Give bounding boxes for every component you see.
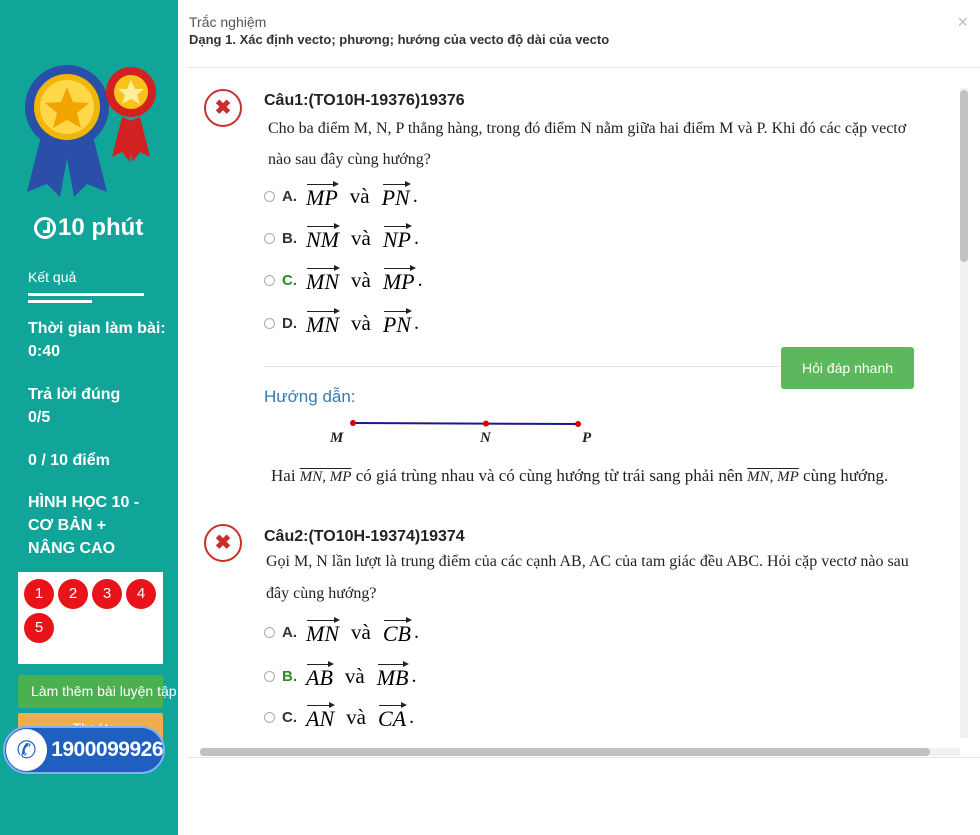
radio-button[interactable] [264, 627, 275, 638]
radio-button[interactable] [264, 233, 275, 244]
question-number-3[interactable]: 3 [92, 579, 122, 609]
result-title: Kết quả [28, 269, 77, 285]
wrong-answer-icon: ✖ [204, 524, 242, 562]
phone-icon: ✆ [6, 729, 47, 771]
hotline-number: 1900099926 [51, 738, 163, 761]
vertical-scrollbar-thumb[interactable] [960, 90, 968, 262]
explanation-text: Hai MN, MP có giá trùng nhau và có cùng hướng từ trái sang phải nên MN, MP cùng hướng. [271, 466, 889, 485]
question-number-2[interactable]: 2 [58, 579, 88, 609]
timer [34, 214, 143, 242]
medal-icon [22, 62, 162, 202]
option-c[interactable]: C. AN và CA . [264, 702, 414, 732]
score: 0 / 10 điểm [28, 452, 110, 469]
divider [28, 293, 144, 296]
line-segment-diagram [328, 418, 608, 448]
question-number-1[interactable]: 1 [24, 579, 54, 609]
close-icon[interactable]: × [957, 12, 968, 32]
option-a[interactable]: A. MN và CB . [264, 617, 419, 647]
radio-button[interactable] [264, 191, 275, 202]
modal-title: Trắc nghiệm [189, 14, 267, 30]
hotline-badge[interactable] [3, 726, 165, 774]
divider [28, 300, 92, 303]
question-title: Câu2:(TO10H-19374)19374 [264, 528, 465, 545]
option-b[interactable]: B. NM và NP . [264, 223, 419, 253]
radio-button[interactable] [264, 671, 275, 682]
radio-button[interactable] [264, 318, 275, 329]
point-label-m: M [330, 430, 344, 446]
question-text: đây cùng hướng? [266, 585, 377, 602]
radio-button[interactable] [264, 712, 275, 723]
clock-icon [34, 217, 56, 239]
question-number-4[interactable]: 4 [126, 579, 156, 609]
point-label-n: N [480, 430, 491, 446]
question-text: Gọi M, N lần lượt là trung điểm của các cạnh AB, AC của tam giác đều ABC. Hỏi cặp vectơ nào sau [266, 553, 909, 570]
divider [188, 757, 980, 758]
more-practice-button[interactable]: Làm thêm bài luyện tập [18, 675, 163, 708]
radio-button[interactable] [264, 275, 275, 286]
wrong-answer-icon: ✖ [204, 89, 242, 127]
option-a[interactable]: A. MP và PN . [264, 181, 418, 211]
time-spent: Thời gian làm bài: 0:40 [28, 320, 166, 360]
question-text: Cho ba điểm M, N, P thẳng hàng, trong đó điểm N nằm giữa hai điểm M và P. Khi đó các cặp vectơ [268, 120, 907, 137]
point-label-p: P [582, 430, 592, 446]
course-name: HÌNH HỌC 10 - CƠ BẢN + NÂNG CAO [28, 494, 140, 557]
question-number-5[interactable]: 5 [24, 613, 54, 643]
option-b[interactable]: B. AB và MB . [264, 661, 416, 691]
questions-list [188, 68, 958, 748]
guide-title: Hướng dẫn: [264, 387, 356, 406]
option-c[interactable]: C. MN và MP . [264, 265, 423, 295]
modal-subtitle: Dạng 1. Xác định vecto; phương; hướng của vecto độ dài của vecto [189, 32, 610, 47]
question-navigator [18, 572, 163, 664]
quiz-modal [178, 0, 980, 835]
timer-label: 10 phút [58, 214, 144, 241]
horizontal-scrollbar-thumb[interactable] [200, 748, 930, 756]
correct-count: Trả lời đúng 0/5 [28, 386, 121, 426]
result-sidebar [0, 0, 178, 835]
option-d[interactable]: D. MN và PN . [264, 308, 419, 338]
divider [264, 366, 784, 367]
quick-help-button[interactable]: Hỏi đáp nhanh [781, 347, 914, 389]
question-text: nào sau đây cùng hướng? [268, 151, 431, 168]
question-title: Câu1:(TO10H-19376)19376 [264, 92, 465, 109]
